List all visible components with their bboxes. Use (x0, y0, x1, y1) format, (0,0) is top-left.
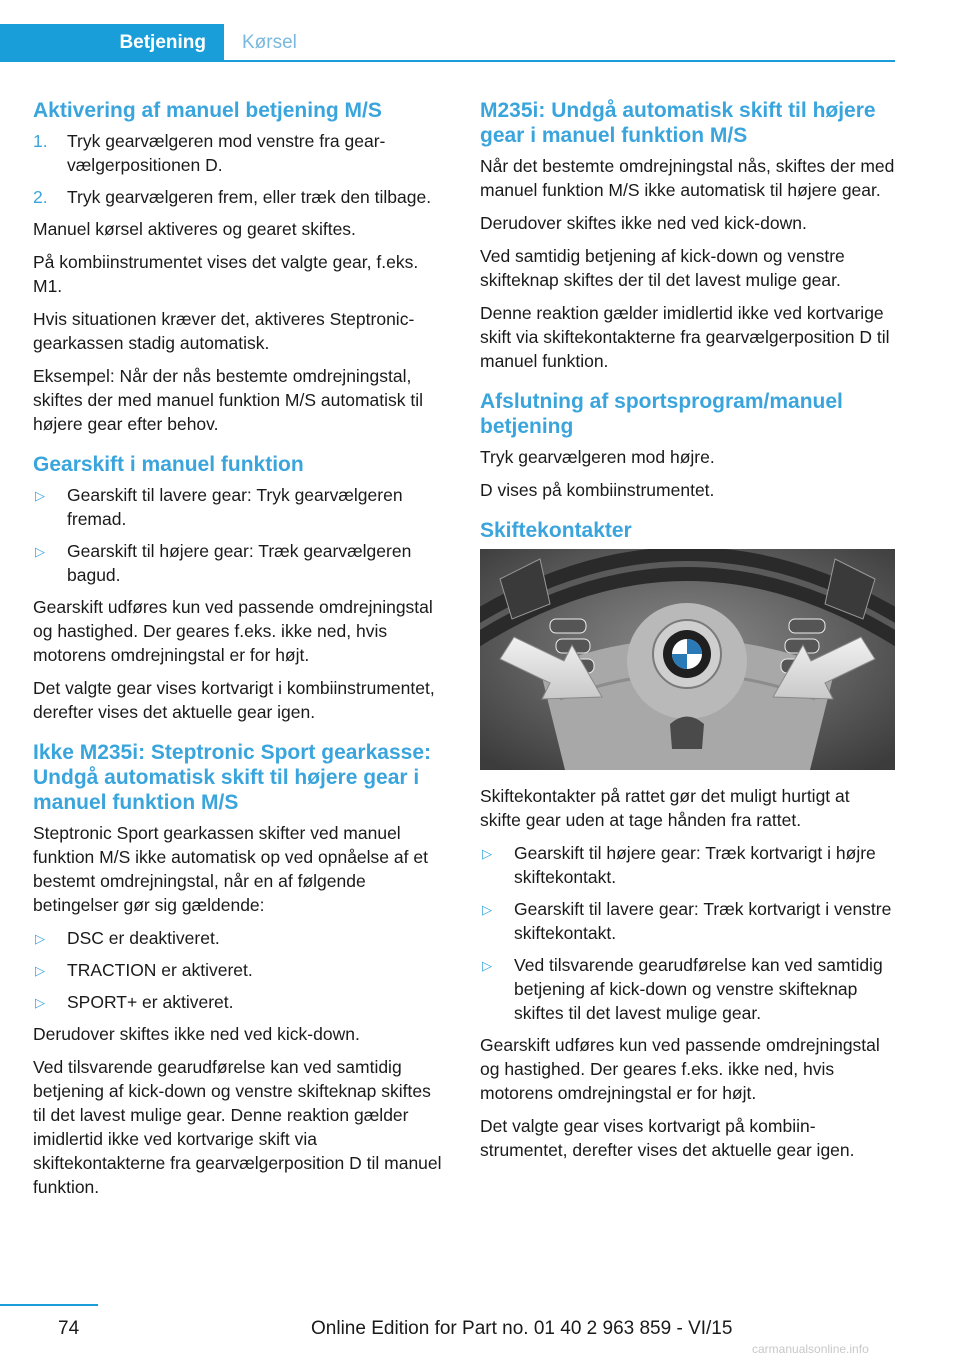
footer-rule (0, 1304, 98, 1306)
heading-gearskift: Gearskift i manuel funktion (33, 453, 304, 476)
paragraph: Tryk gearvælgeren mod højre. (480, 447, 715, 467)
paragraph: Gearskift udføres kun ved passende omdrejningstal og hastighed. Der geares f.eks. ikke ned, hvis motorens omdrejningstal er for højt. (480, 1035, 880, 1103)
tab-betjening[interactable]: Betjening (0, 24, 224, 62)
triangle-right-icon: ▷ (35, 488, 45, 503)
steps-list (33, 129, 446, 209)
page-number: 74 (58, 1318, 80, 1339)
right-column (480, 98, 895, 1171)
list-item (480, 841, 895, 889)
paragraph: Det valgte gear vises kortvarigt i kombiinstrumentet, derefter vises det aktuelle gear igen. (33, 678, 435, 722)
bullet-text: SPORT+ er aktiveret. (67, 992, 234, 1012)
tab-korsel[interactable]: Kørsel (242, 32, 297, 53)
paragraph: På kombiinstrumentet vises det valgte gear, f.eks. M1. (33, 252, 419, 296)
heading-ikke-m235i: Ikke M235i: Steptronic Sport gearkasse: Undgå automatisk skift til højere gear i manuel funktion M/S (33, 741, 431, 814)
list-item (480, 897, 895, 945)
heading-m235i: M235i: Undgå automatisk skift til højere gear i manuel funktion M/S (480, 99, 876, 147)
paragraph: Steptronic Sport gearkassen skifter ved manuel funktion M/S ikke automatisk op ved opnåelse af et bestemt omdrejningstal, når en af følgende betingelser gør sig gældende: (33, 823, 428, 915)
list-item (33, 958, 446, 982)
triangle-right-icon: ▷ (482, 958, 492, 973)
bullet-text: Gearskift til højere gear: Træk gearvælgeren bagud. (67, 541, 412, 585)
paragraph: Derudover skiftes ikke ned ved kick-down. (480, 213, 807, 233)
step-number: 1. (33, 131, 48, 151)
heading-afslutning: Afslutning af sportsprogram/manuel betjening (480, 390, 843, 438)
steering-wheel-icon (480, 549, 895, 770)
paragraph: Det valgte gear vises kortvarigt på kombiinstrumentet, derefter vises det aktuelle gear igen. (480, 1116, 855, 1160)
triangle-right-icon: ▷ (35, 544, 45, 559)
bullet-list (33, 926, 446, 1014)
triangle-right-icon: ▷ (482, 902, 492, 917)
paragraph: D vises på kombiinstrumentet. (480, 480, 715, 500)
bullet-text: Gearskift til lavere gear: Træk kortvarigt i venstre skiftekontakt. (514, 899, 892, 943)
triangle-right-icon: ▷ (35, 963, 45, 978)
list-item (33, 539, 446, 587)
triangle-right-icon: ▷ (35, 931, 45, 946)
paragraph: Eksempel: Når der nås bestemte omdrejningstal, skiftes der med manuel funktion M/S automatisk til højere gear efter behov. (33, 366, 424, 434)
triangle-right-icon: ▷ (35, 995, 45, 1010)
paragraph: Ved tilsvarende gearudførelse kan ved samtidig betjening af kick-down og venstre skifteknap skiftes til det lavest mulige gear. Denne reaktion gælder imidlertid ikke ved kortvarige skift via skiftekontakterne fra gearvælgerposition D til manuel funktion. (33, 1057, 442, 1197)
step-text: Tryk gearvælgeren mod venstre fra gearvælgerpositionen D. (67, 131, 386, 175)
paragraph: Ved samtidig betjening af kick-down og venstre skifteknap skiftes der til det lavest mulige gear. (480, 246, 845, 290)
header-tabs (0, 24, 895, 62)
bullet-text: DSC er deaktiveret. (67, 928, 220, 948)
list-item (33, 990, 446, 1014)
bullet-text: Gearskift til højere gear: Træk kortvarigt i højre skiftekontakt. (514, 843, 876, 887)
step-text: Tryk gearvælgeren frem, eller træk den tilbage. (67, 187, 432, 207)
steering-wheel-illustration (480, 549, 895, 770)
bullet-list (480, 841, 895, 1025)
paragraph: Denne reaktion gælder imidlertid ikke ved kortvarige skift via skiftekontakterne fra gearvælgerposition D til manuel funktion. (480, 303, 890, 371)
list-item (480, 953, 895, 1025)
list-item (33, 129, 446, 177)
paragraph: Derudover skiftes ikke ned ved kick-down. (33, 1024, 360, 1044)
bullet-text: Ved tilsvarende gearudførelse kan ved samtidig betjening af kick-down og venstre skifteknap skiftes til det lavest mulige gear. (514, 955, 883, 1023)
bullet-text: TRACTION er aktiveret. (67, 960, 253, 980)
heading-aktivering: Aktivering af manuel betjening M/S (33, 99, 382, 122)
list-item (33, 483, 446, 531)
list-item (33, 926, 446, 950)
paragraph: Hvis situationen kræver det, aktiveres Steptronic-gearkassen stadig automatisk. (33, 309, 415, 353)
edition-text: Online Edition for Part no. 01 40 2 963 859 - VI/15 (311, 1318, 733, 1339)
triangle-right-icon: ▷ (482, 846, 492, 861)
step-number: 2. (33, 187, 48, 207)
list-item (33, 185, 446, 209)
paragraph: Når det bestemte omdrejningstal nås, skiftes der med manuel funktion M/S ikke automatisk til højere gear. (480, 156, 895, 200)
left-column (33, 98, 446, 1208)
paragraph: Skiftekontakter på rattet gør det muligt hurtigt at skifte gear uden at tage hånden fra rattet. (480, 786, 850, 830)
header-rule (224, 60, 895, 62)
watermark: carmanualsonline.info (752, 1342, 869, 1356)
paragraph: Gearskift udføres kun ved passende omdrejningstal og hastighed. Der geares f.eks. ikke ned, hvis motorens omdrejningstal er for højt. (33, 597, 433, 665)
bullet-list (33, 483, 446, 587)
heading-skiftekontakter: Skiftekontakter (480, 519, 632, 542)
bullet-text: Gearskift til lavere gear: Tryk gearvælgeren fremad. (67, 485, 403, 529)
paragraph: Manuel kørsel aktiveres og gearet skiftes. (33, 219, 356, 239)
